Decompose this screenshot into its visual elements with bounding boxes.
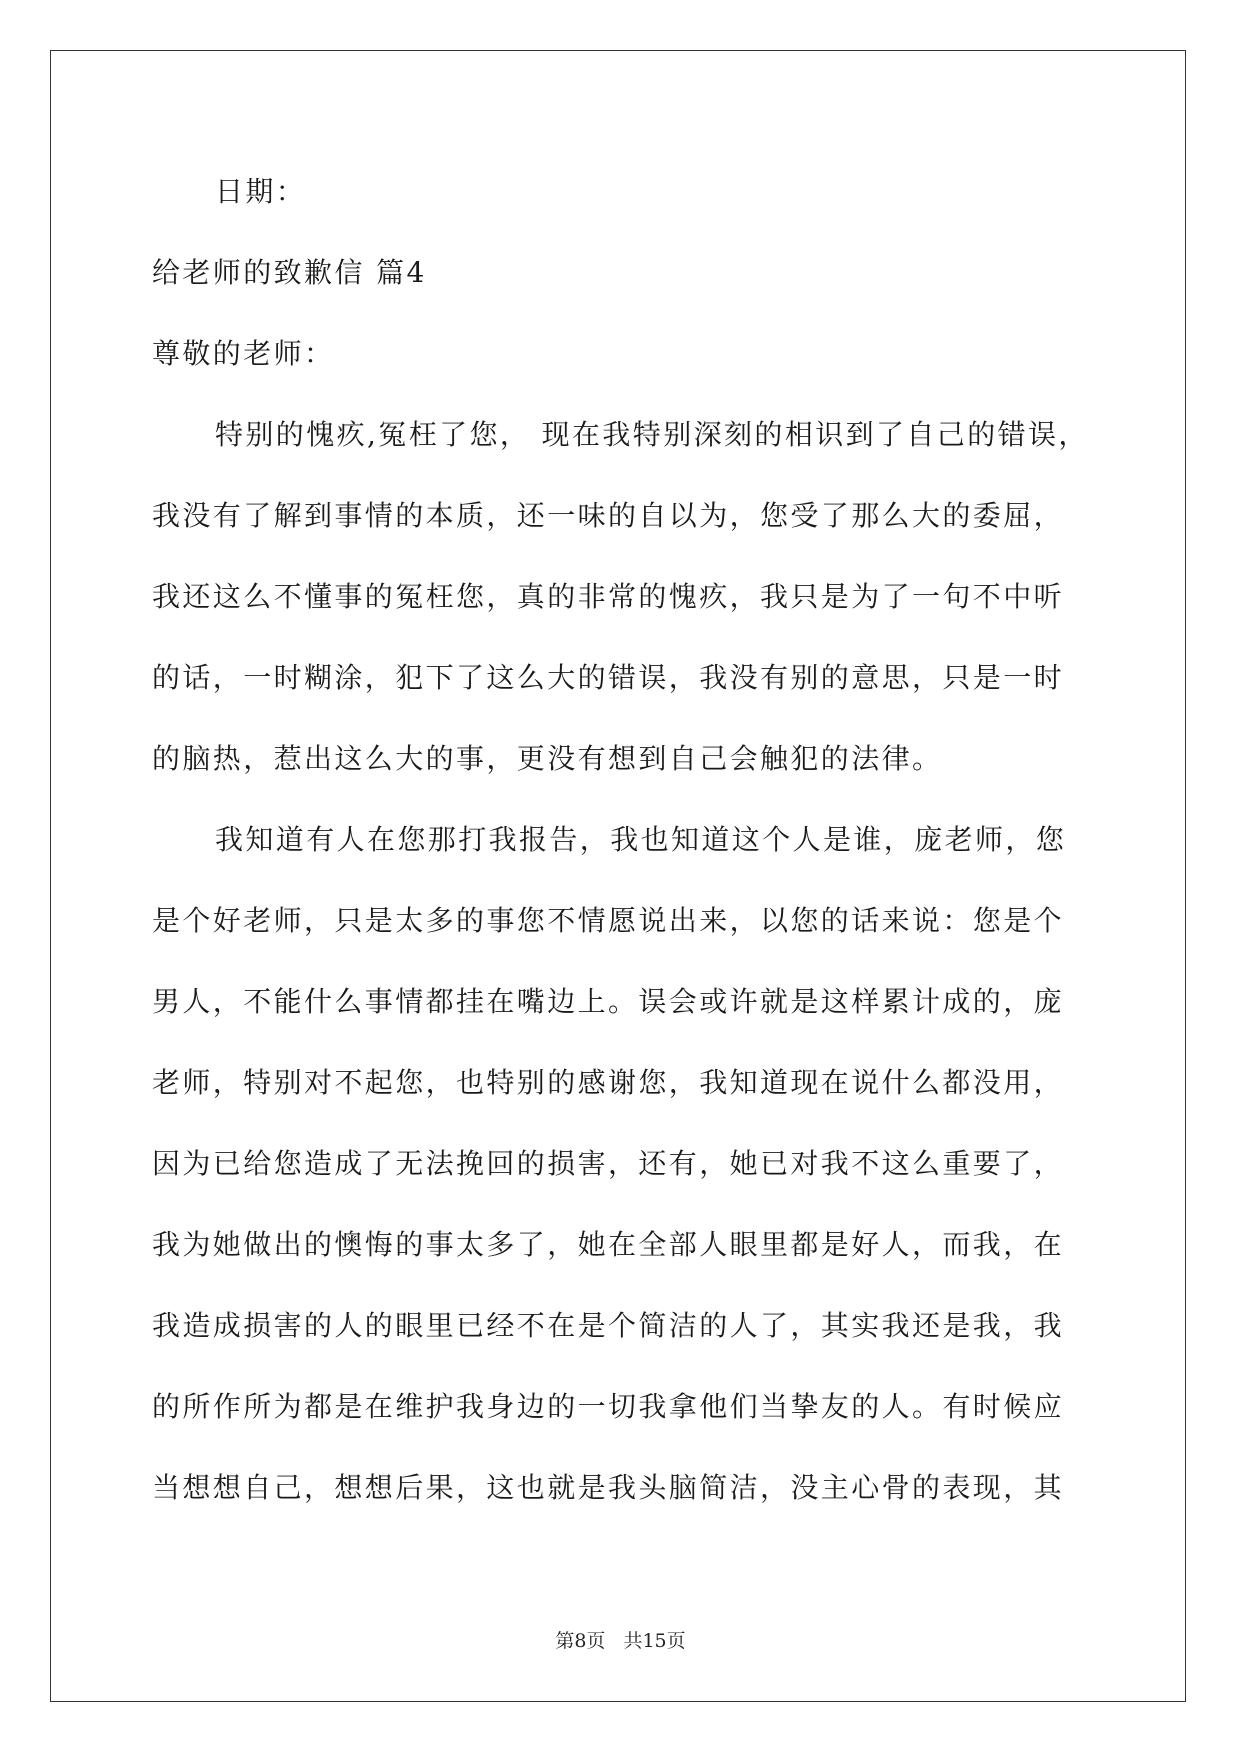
paragraph-line: 的话，一时糊涂，犯下了这么大的错误，我没有别的意思，只是一时	[152, 661, 1065, 694]
paragraph-line: 我知道有人在您那打我报告，我也知道这个人是谁，庞老师，您	[215, 823, 1067, 856]
paragraph-line: 因为已给您造成了无法挽回的损害，还有，她已对我不这么重要了，	[152, 1147, 1065, 1180]
salutation: 尊敬的老师：	[152, 337, 335, 370]
paragraph-line: 我造成损害的人的眼里已经不在是个简洁的人了，其实我还是我，我	[152, 1309, 1065, 1342]
paragraph-line: 当想想自己，想想后果，这也就是我头脑简洁，没主心骨的表现，其	[152, 1471, 1065, 1504]
paragraph-line: 我没有了解到事情的本质，还一味的自以为，您受了那么大的委屈，	[152, 499, 1065, 532]
paragraph-line: 老师，特别对不起您，也特别的感谢您，我知道现在说什么都没用，	[152, 1066, 1065, 1099]
page-footer	[0, 1626, 1241, 1653]
paragraph-line: 的脑热，惹出这么大的事，更没有想到自己会触犯的法律。	[152, 742, 943, 775]
page-number-current: 第8页	[555, 1630, 606, 1652]
document-body	[152, 163, 1092, 1540]
section-heading: 给老师的致歉信 篇4	[152, 256, 427, 289]
paragraph-line: 特别的愧疚,冤枉了您， 现在我特别深刻的相识到了自己的错误，	[215, 418, 1089, 451]
paragraph-line: 我为她做出的懊悔的事太多了，她在全部人眼里都是好人，而我，在	[152, 1228, 1065, 1261]
paragraph-line: 男人，不能什么事情都挂在嘴边上。误会或许就是这样累计成的，庞	[152, 985, 1065, 1018]
paragraph-line: 是个好老师，只是太多的事您不情愿说出来，以您的话来说：您是个	[152, 904, 1065, 937]
paragraph-line: 的所作所为都是在维护我身边的一切我拿他们当挚友的人。有时候应	[152, 1390, 1065, 1423]
paragraph-line: 我还这么不懂事的冤枉您，真的非常的愧疚，我只是为了一句不中听	[152, 580, 1065, 613]
date-line: 日期：	[215, 175, 307, 208]
page-number-total: 共15页	[623, 1630, 686, 1652]
